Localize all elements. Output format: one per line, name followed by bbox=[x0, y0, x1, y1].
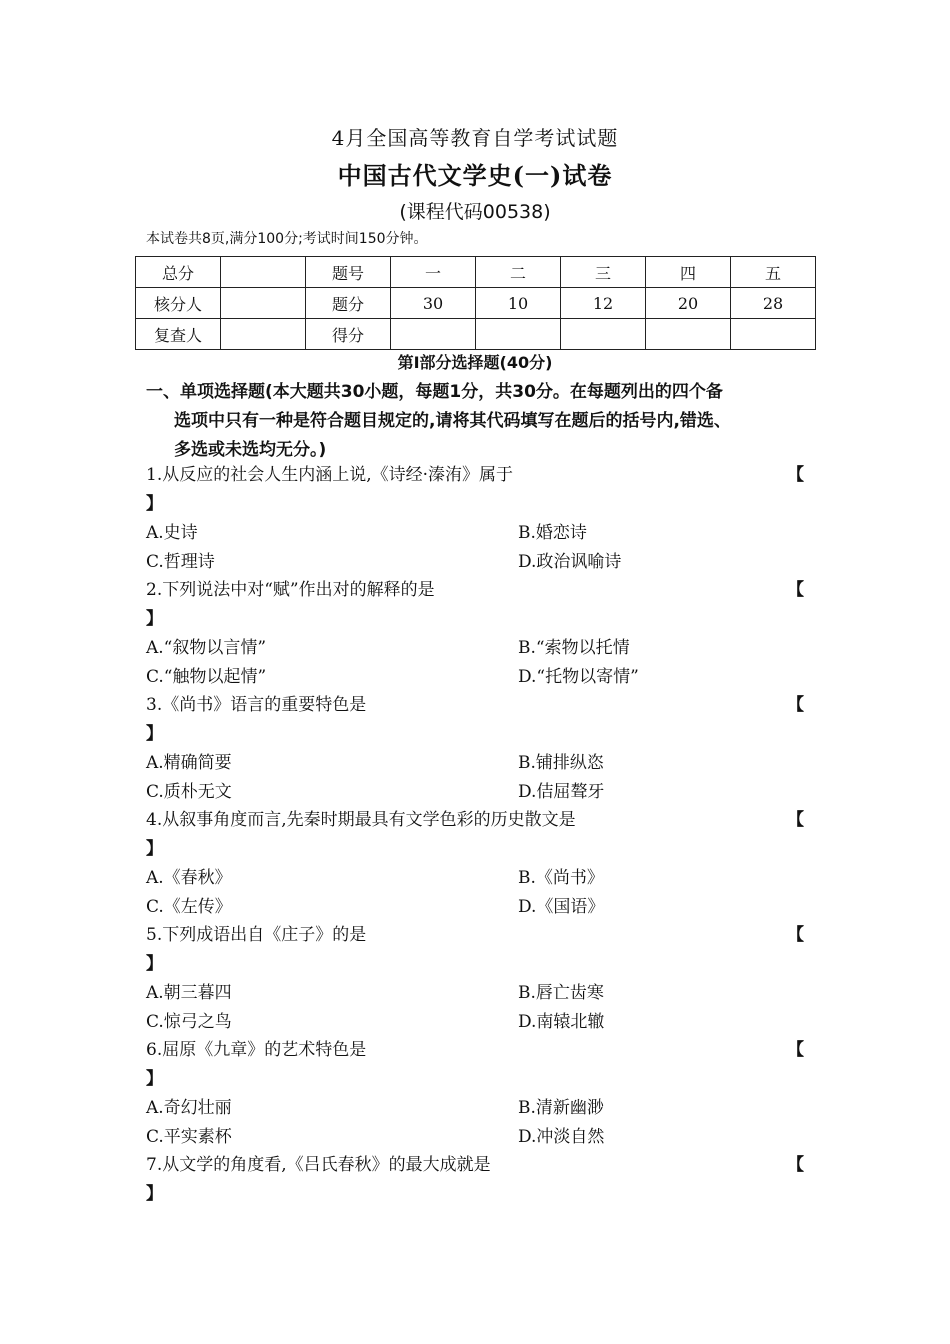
question-stem: 2.下列说法中对“赋”作出对的解释的是 bbox=[146, 580, 435, 600]
option-a: A.奇幻壮丽 bbox=[146, 1098, 232, 1118]
table-cell: 30 bbox=[391, 288, 476, 319]
table-cell: 28 bbox=[731, 288, 816, 319]
table-cell bbox=[391, 319, 476, 350]
table-cell: 题分 bbox=[306, 288, 391, 319]
question-stem: 3.《尚书》语言的重要特色是 bbox=[146, 695, 367, 715]
answer-bracket-open: 【 bbox=[787, 1040, 804, 1060]
question-stem: 7.从文学的角度看,《吕氏春秋》的最大成就是 bbox=[146, 1155, 491, 1175]
table-cell bbox=[221, 319, 306, 350]
option-a: A.朝三暮四 bbox=[146, 983, 232, 1003]
table-cell: 三 bbox=[561, 257, 646, 288]
table-cell bbox=[476, 319, 561, 350]
question-3 bbox=[146, 691, 816, 807]
table-cell bbox=[731, 319, 816, 350]
option-b: B.“索物以托情 bbox=[518, 638, 630, 658]
question-5 bbox=[146, 921, 816, 1037]
course-code: (课程代码00538) bbox=[399, 201, 551, 223]
answer-bracket-close: 】 bbox=[146, 839, 163, 859]
table-cell: 12 bbox=[561, 288, 646, 319]
answer-bracket-close: 】 bbox=[146, 954, 163, 974]
table-row bbox=[136, 319, 816, 350]
answer-bracket-open: 【 bbox=[787, 925, 804, 945]
question-stem: 5.下列成语出自《庄子》的是 bbox=[146, 925, 367, 945]
table-cell: 一 bbox=[391, 257, 476, 288]
section-line: 一、单项选择题(本大题共30小题，每题1分，共30分。在每题列出的四个备 bbox=[146, 382, 723, 402]
option-c: C.惊弓之鸟 bbox=[146, 1012, 232, 1032]
question-stem: 6.屈原《九章》的艺术特色是 bbox=[146, 1040, 367, 1060]
option-c: C.平实素杯 bbox=[146, 1127, 232, 1147]
table-cell: 二 bbox=[476, 257, 561, 288]
answer-bracket-close: 】 bbox=[146, 609, 163, 629]
option-b: B.铺排纵恣 bbox=[518, 753, 604, 773]
table-cell bbox=[646, 319, 731, 350]
option-a: A.“叙物以言情” bbox=[146, 638, 267, 658]
question-4 bbox=[146, 806, 816, 922]
answer-bracket-close: 】 bbox=[146, 724, 163, 744]
table-cell: 核分人 bbox=[136, 288, 221, 319]
option-b: B.婚恋诗 bbox=[518, 523, 587, 543]
table-row bbox=[136, 257, 816, 288]
question-2 bbox=[146, 576, 816, 692]
option-d: D.政治讽喻诗 bbox=[518, 552, 622, 572]
question-stem: 1.从反应的社会人生内涵上说,《诗经·溱洧》属于 bbox=[146, 465, 514, 485]
question-6 bbox=[146, 1036, 816, 1152]
answer-bracket-close: 】 bbox=[146, 494, 163, 514]
option-b: B.清新幽渺 bbox=[518, 1098, 604, 1118]
option-d: D.《国语》 bbox=[518, 897, 605, 917]
answer-bracket-open: 【 bbox=[787, 465, 804, 485]
option-c: C.“触物以起情” bbox=[146, 667, 267, 687]
answer-bracket-close: 】 bbox=[146, 1184, 163, 1204]
option-b: B.唇亡齿寒 bbox=[518, 983, 604, 1003]
question-7 bbox=[146, 1151, 816, 1209]
table-cell bbox=[221, 257, 306, 288]
table-cell: 复查人 bbox=[136, 319, 221, 350]
answer-bracket-open: 【 bbox=[787, 1155, 804, 1175]
exam-title: 中国古代文学史(一)试卷 bbox=[337, 161, 613, 190]
answer-bracket-open: 【 bbox=[787, 810, 804, 830]
option-d: D.佶屈聱牙 bbox=[518, 782, 605, 802]
question-stem: 4.从叙事角度而言,先秦时期最具有文学色彩的历史散文是 bbox=[146, 810, 576, 830]
table-cell: 题号 bbox=[306, 257, 391, 288]
option-c: C.哲理诗 bbox=[146, 552, 215, 572]
score-table bbox=[135, 256, 816, 350]
option-d: D.冲淡自然 bbox=[518, 1127, 605, 1147]
table-cell: 10 bbox=[476, 288, 561, 319]
table-cell: 五 bbox=[731, 257, 816, 288]
option-a: A.精确简要 bbox=[146, 753, 232, 773]
option-a: A.史诗 bbox=[146, 523, 198, 543]
option-c: C.质朴无文 bbox=[146, 782, 232, 802]
answer-bracket-open: 【 bbox=[787, 580, 804, 600]
table-cell bbox=[221, 288, 306, 319]
table-cell: 得分 bbox=[306, 319, 391, 350]
table-cell: 20 bbox=[646, 288, 731, 319]
exam-header-line: 4月全国高等教育自学考试试题 bbox=[331, 126, 619, 150]
table-cell: 四 bbox=[646, 257, 731, 288]
option-c: C.《左传》 bbox=[146, 897, 232, 917]
answer-bracket-open: 【 bbox=[787, 695, 804, 715]
table-cell bbox=[561, 319, 646, 350]
table-row bbox=[136, 288, 816, 319]
answer-bracket-close: 】 bbox=[146, 1069, 163, 1089]
section-instructions bbox=[146, 378, 836, 465]
option-d: D.“托物以寄情” bbox=[518, 667, 639, 687]
option-a: A.《春秋》 bbox=[146, 868, 232, 888]
option-d: D.南辕北辙 bbox=[518, 1012, 605, 1032]
exam-info: 本试卷共8页,满分100分;考试时间150分钟。 bbox=[146, 231, 428, 247]
option-b: B.《尚书》 bbox=[518, 868, 604, 888]
part-title: 第Ⅰ部分选择题(40分) bbox=[397, 353, 553, 372]
question-1 bbox=[146, 461, 816, 577]
section-line: 多选或未选均无分。) bbox=[174, 440, 327, 460]
table-cell: 总分 bbox=[136, 257, 221, 288]
section-line: 选项中只有一种是符合题目规定的,请将其代码填写在题后的括号内,错选、 bbox=[174, 411, 731, 431]
